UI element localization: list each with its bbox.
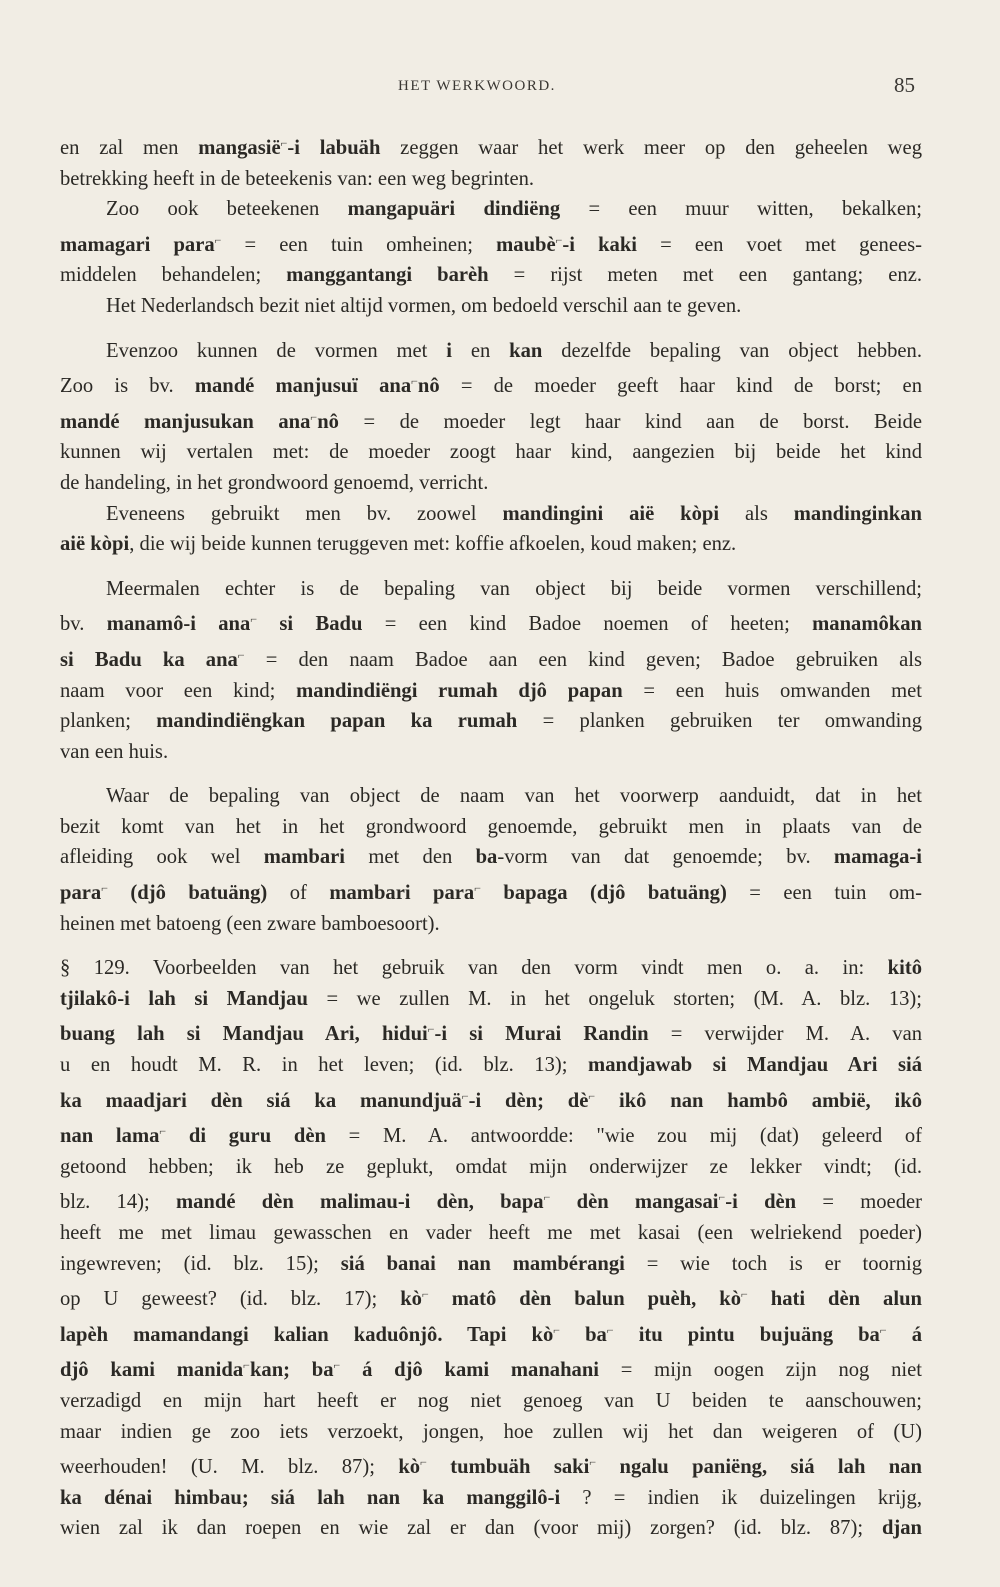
- text-line: [60, 604, 922, 640]
- text-run: = een voet met genees-: [637, 233, 922, 256]
- glottal-mark: ⌐: [243, 1358, 250, 1373]
- malay-term: di guru dèn: [166, 1125, 326, 1148]
- text-line: [60, 909, 922, 940]
- glottal-mark: ⌐: [741, 1287, 748, 1302]
- text-line: [60, 336, 922, 367]
- text-line: [60, 812, 922, 843]
- malay-term: mangasië: [198, 137, 281, 159]
- text-run: -vorm van dat genoemde; bv.: [497, 846, 834, 869]
- glottal-mark: ⌐: [333, 1358, 341, 1373]
- text-line: [60, 1116, 922, 1152]
- malay-term: á: [886, 1323, 922, 1346]
- malay-term: itu pintu bujuäng ba: [613, 1323, 880, 1346]
- malay-term: bapaga (djô batuäng): [480, 882, 727, 905]
- glottal-mark: ⌐: [588, 1088, 596, 1103]
- text-line: [60, 706, 922, 737]
- text-run: kunnen wij vertalen met: de moeder zoogt haar kind, aangezien bij beide het kind: [60, 441, 922, 464]
- text-run: = den naam Badoe aan een kind geven; Badoe gebruiken als: [244, 648, 922, 671]
- malay-term: nô: [417, 375, 440, 398]
- malay-term: manamôkan: [812, 613, 922, 636]
- glottal-mark: ⌐: [553, 1322, 561, 1337]
- text-run: dezelfde bepaling van object hebben.: [542, 339, 922, 362]
- malay-term: (djô batuäng): [107, 882, 268, 905]
- malay-term: ngalu paniëng, siá lah nan: [596, 1456, 922, 1479]
- text-line: [60, 529, 922, 560]
- malay-term: -i kaki: [562, 233, 638, 256]
- text-line: [60, 1152, 922, 1183]
- text-line: [60, 842, 922, 873]
- glottal-mark: ⌐: [879, 1322, 887, 1337]
- text-run: = de moeder legt haar kind aan de borst. Beide: [338, 410, 922, 433]
- text-line: [60, 499, 922, 530]
- page-number: 85: [894, 73, 915, 97]
- text-run: afleiding ook wel: [60, 846, 264, 869]
- text-run: of: [267, 882, 330, 905]
- text-run: Het Nederlandsch bezit niet altijd vormen, om bedoeld verschil aan te geven.: [106, 294, 742, 317]
- text-run: blz. 14);: [60, 1191, 176, 1214]
- text-run: wien zal ik dan roepen en wie zal er dan (voor mij) zorgen? (id. blz. 87);: [60, 1517, 882, 1540]
- malay-term: para: [60, 882, 102, 905]
- text-run: = een muur witten, bekalken;: [560, 198, 922, 221]
- malay-term: mandinginkan: [793, 502, 922, 525]
- body-text: [60, 128, 922, 1544]
- text-run: Zoo ook beteekenen: [106, 198, 348, 221]
- text-run: ingewreven; (id. blz. 15);: [60, 1252, 341, 1275]
- malay-term: ka dénai himbau; siá lah nan ka manggilô-i: [60, 1486, 561, 1509]
- malay-term: aië kòpi: [60, 533, 130, 556]
- malay-term: mandé dèn malimau-i dèn, bapa: [175, 1191, 544, 1214]
- text-line: [60, 1447, 922, 1483]
- malay-term: nan lama: [60, 1125, 160, 1148]
- text-run: = mijn oogen zijn nog niet: [599, 1359, 922, 1382]
- malay-term: si Badu: [257, 613, 363, 636]
- glottal-mark: ⌐: [718, 1190, 726, 1205]
- text-line: [60, 1350, 922, 1386]
- text-run: naam voor een kind;: [60, 679, 297, 702]
- text-line: [60, 1315, 922, 1351]
- text-run: Meermalen echter is de bepaling van object bij beide vormen verschillend;: [106, 577, 922, 600]
- malay-term: nô: [317, 410, 339, 433]
- text-line: [60, 1050, 922, 1081]
- text-run: betrekking heeft in de beteekenis van: een weg begrinten.: [60, 167, 535, 190]
- text-run: heinen met batoeng (een zware bamboesoort).: [60, 912, 440, 935]
- glottal-mark: ⌐: [411, 374, 418, 389]
- glottal-mark: ⌐: [543, 1190, 551, 1205]
- glottal-mark: ⌐: [589, 1455, 597, 1470]
- text-line: [60, 953, 922, 984]
- text-run: Waar de bepaling van object de naam van het voorwerp aanduidt, dat in het: [106, 785, 922, 808]
- text-run: verzadigd en mijn hart heeft er nog niet genoeg van U beiden te aanschouwen;: [60, 1389, 922, 1412]
- text-line: [60, 225, 922, 261]
- text-run: = we zullen M. in het ongeluk storten; (M. A. blz. 13);: [307, 987, 922, 1010]
- text-run: bv.: [60, 613, 107, 636]
- malay-term: kan: [509, 339, 543, 362]
- malay-term: djan: [881, 1517, 922, 1540]
- text-line: [60, 574, 922, 605]
- text-run: zeggen waar het werk meer op den geheelen weg: [380, 137, 922, 159]
- text-run: Eveneens gebruikt men bv. zoowel: [106, 502, 503, 525]
- glottal-mark: ⌐: [250, 612, 258, 627]
- malay-term: si Badu ka ana: [60, 648, 238, 671]
- malay-term: manamô-i ana: [106, 613, 251, 636]
- malay-term: lapèh mamandangi kalian kaduônjô. Tapi kò: [60, 1323, 554, 1346]
- text-line: [60, 1279, 922, 1315]
- malay-term: hati dèn alun: [747, 1288, 922, 1311]
- malay-term: tjilakô-i lah si Mandjau: [60, 987, 308, 1010]
- text-run: planken;: [60, 710, 157, 733]
- text-line: [60, 366, 922, 402]
- malay-term: mandjawab si Mandjau Ari siá: [588, 1054, 922, 1077]
- malay-term: mandingini aië kòpi: [502, 502, 720, 525]
- malay-term: -i dèn; dè: [468, 1089, 589, 1112]
- text-run: Zoo is bv.: [60, 375, 195, 398]
- glottal-mark: ⌐: [310, 409, 318, 424]
- glottal-mark: ⌐: [555, 232, 563, 247]
- malay-term: á djô kami manahani: [340, 1359, 600, 1382]
- text-line: [60, 676, 922, 707]
- text-run: Evenzoo kunnen de vormen met: [106, 339, 447, 362]
- malay-term: mamaga-i: [833, 846, 922, 869]
- glottal-mark: ⌐: [101, 881, 108, 896]
- text-run: , die wij beide kunnen teruggeven met: koffie afkoelen, koud maken; enz.: [129, 533, 737, 556]
- text-line: [60, 737, 922, 768]
- malay-term: dèn mangasai: [550, 1191, 719, 1214]
- malay-term: i: [446, 339, 452, 362]
- text-run: en zal men: [60, 137, 199, 159]
- text-line: [60, 194, 922, 225]
- text-run: heeft me met limau gewasschen en vader heeft me met kasai (een welriekend poeder): [60, 1222, 922, 1244]
- malay-term: ba: [475, 846, 498, 869]
- malay-term: mangapuäri dindiëng: [347, 198, 561, 221]
- text-line: [60, 1218, 922, 1249]
- text-run: u en houdt M. R. in het leven; (id. blz. 13);: [60, 1054, 589, 1077]
- text-run: = een tuin omheinen;: [221, 233, 497, 256]
- glottal-mark: ⌐: [159, 1124, 167, 1139]
- malay-term: djô kami manida: [60, 1359, 244, 1382]
- text-line: [60, 640, 922, 676]
- text-line: [60, 291, 922, 322]
- malay-term: mandé manjusuï ana: [194, 375, 412, 398]
- text-run: de handeling, in het grondwoord genoemd, verricht.: [60, 471, 489, 494]
- malay-term: mandindiëngi rumah djô papan: [296, 679, 623, 702]
- text-run: weerhouden! (U. M. blz. 87);: [60, 1456, 399, 1479]
- glottal-mark: ⌐: [606, 1322, 614, 1337]
- text-run: = planken gebruiken ter omwanding: [517, 710, 922, 733]
- text-line: [60, 402, 922, 438]
- text-line: [60, 781, 922, 812]
- malay-term: ba: [560, 1323, 607, 1346]
- text-run: = rijst meten met een gantang; enz.: [488, 264, 922, 287]
- text-run: als: [719, 502, 794, 525]
- text-run: = een kind Badoe noemen of heeten;: [362, 613, 813, 636]
- text-run: bezit komt van het in het grondwoord genoemde, gebruikt men in plaats van de: [60, 815, 922, 838]
- text-line: [60, 128, 922, 164]
- malay-term: mandé manjusukan ana: [60, 410, 311, 433]
- text-run: en: [451, 339, 510, 362]
- text-run: = M. A. antwoordde: "wie zou mij (dat) geleerd of: [325, 1125, 922, 1148]
- text-line: [60, 164, 922, 195]
- malay-term: kitô: [887, 957, 922, 980]
- text-run: getoond hebben; ik heb ze geplukt, omdat mijn onderwijzer ze lekker vindt; (id.: [60, 1155, 922, 1178]
- glottal-mark: ⌐: [461, 1088, 469, 1103]
- text-run: = wie toch is er toornig: [624, 1252, 922, 1275]
- text-run: = een tuin om-: [726, 882, 922, 905]
- glottal-mark: ⌐: [280, 136, 288, 150]
- malay-term: tumbuäh saki: [426, 1456, 590, 1479]
- text-line: [60, 1483, 922, 1514]
- glottal-mark: ⌐: [237, 647, 245, 662]
- text-line: [60, 1417, 922, 1448]
- text-line: [60, 1081, 922, 1117]
- malay-term: buang lah si Mandjau Ari, hidui: [60, 1023, 428, 1046]
- glottal-mark: ⌐: [427, 1022, 435, 1037]
- text-line: [60, 873, 922, 909]
- malay-term: manggantangi barèh: [286, 264, 489, 287]
- text-run: maar indien ge zoo iets verzoekt, jongen, hoe zullen wij het dan weigeren of (U): [60, 1420, 922, 1443]
- text-line: [60, 1182, 922, 1218]
- malay-term: mambari: [263, 846, 345, 869]
- text-run: = een huis omwanden met: [622, 679, 922, 702]
- malay-term: ikô nan hambô ambië, ikô: [595, 1089, 922, 1112]
- text-run: middelen behandelen;: [60, 264, 287, 287]
- text-line: [60, 437, 922, 468]
- text-line: [60, 1249, 922, 1280]
- glottal-mark: ⌐: [420, 1455, 427, 1470]
- malay-term: kò: [398, 1456, 421, 1479]
- malay-term: mambari para: [329, 882, 475, 905]
- malay-term: kan; ba: [249, 1359, 334, 1382]
- glottal-mark: ⌐: [474, 881, 481, 896]
- glottal-mark: ⌐: [421, 1287, 429, 1302]
- text-run: = de moeder geeft haar kind de borst; en: [439, 375, 922, 398]
- malay-term: kò: [400, 1288, 422, 1311]
- text-run: van een huis.: [60, 740, 169, 763]
- text-run: ? = indien ik duizelingen krijg,: [560, 1486, 922, 1509]
- running-head: HET WERKWOORD.: [398, 78, 556, 94]
- text-run: = verwijder M. A. van: [648, 1023, 922, 1046]
- text-run: met den: [345, 846, 476, 869]
- text-line: [60, 1014, 922, 1050]
- text-run: = moeder: [796, 1191, 922, 1214]
- malay-term: -i dèn: [725, 1191, 797, 1214]
- text-line: [60, 984, 922, 1015]
- glottal-mark: ⌐: [214, 232, 222, 247]
- malay-term: maubè: [496, 233, 556, 256]
- malay-term: matô dèn balun puèh, kò: [428, 1288, 742, 1311]
- text-line: [60, 260, 922, 291]
- malay-term: ka maadjari dèn siá ka manundjuä: [60, 1089, 462, 1112]
- malay-term: mamagari para: [60, 233, 215, 256]
- malay-term: -i si Murai Randin: [434, 1023, 649, 1046]
- text-line: [60, 1386, 922, 1417]
- text-line: [60, 468, 922, 499]
- text-run: op U geweest? (id. blz. 17);: [60, 1288, 401, 1311]
- malay-term: siá banai nan mambérangi: [340, 1252, 625, 1275]
- text-line: [60, 1513, 922, 1544]
- malay-term: -i labuäh: [287, 137, 381, 159]
- text-run: § 129. Voorbeelden van het gebruik van den vorm vindt men o. a. in:: [60, 957, 888, 980]
- malay-term: mandindiëngkan papan ka rumah: [156, 710, 518, 733]
